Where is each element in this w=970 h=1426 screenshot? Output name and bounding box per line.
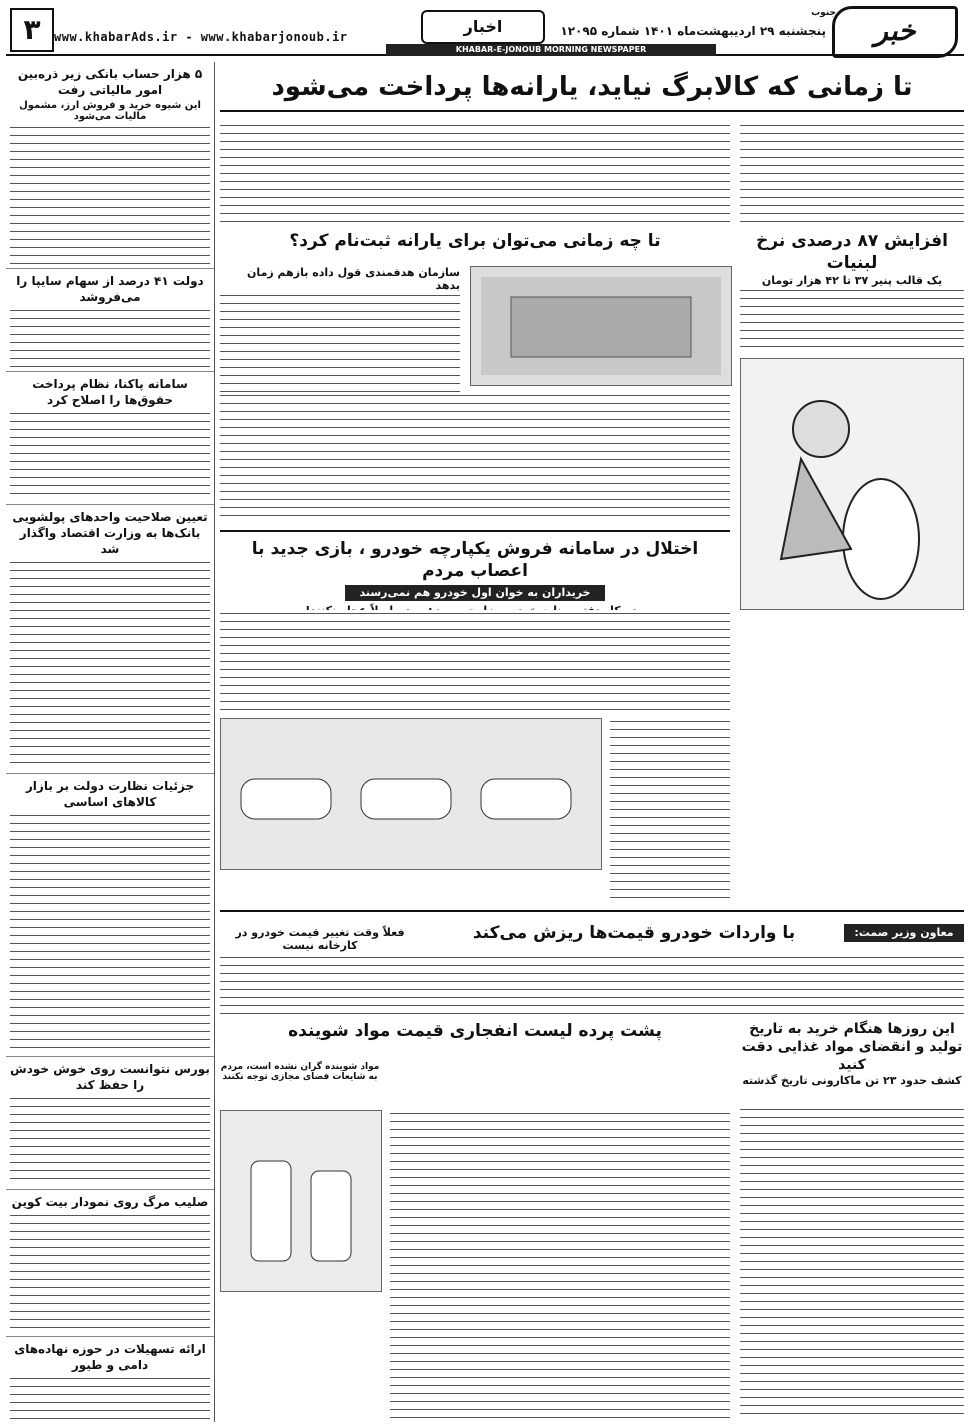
masthead — [6, 4, 964, 56]
banknotes-image — [470, 266, 732, 386]
food-text — [740, 1106, 964, 1416]
website-urls: www.khabarAds.ir - www.khabarjonoub.ir — [54, 30, 348, 44]
imports-title: با واردات خودرو قیمت‌ها ریزش می‌کند — [472, 923, 796, 943]
sidebar-article — [6, 1337, 214, 1422]
dairy-subtitle: یک قالب پنیر ۳۷ تا ۴۲ هزار تومان — [761, 274, 943, 287]
sidebar-article-title: ارائه تسهیلات در حوزه نهاده‌های دامی و طیور — [14, 1342, 206, 1372]
subsidy-subtitle: سازمان هدفمندی قول داده بازهم زمان بدهد — [247, 266, 460, 292]
article-text-lines — [220, 954, 964, 1014]
newspaper-logo-sub: جنوب — [811, 8, 836, 18]
detergent-subtitle: مواد شوینده گران نشده است، مردم به شایعات فضای مجازی توجه نکنند — [220, 1062, 380, 1082]
page-number: ۳ — [10, 8, 54, 52]
imports-article-head — [220, 918, 964, 950]
sidebar-article — [6, 1190, 214, 1337]
car-article-text — [220, 610, 730, 710]
dairy-title: افزایش ۸۷ درصدی نرخ لبنیات — [756, 231, 948, 273]
article-text-lines — [220, 610, 730, 710]
subsidy-question — [220, 230, 730, 260]
cars-icon — [221, 719, 601, 869]
article-text-lines — [740, 122, 964, 222]
imports-label: معاون وزیر صمت: — [844, 924, 964, 942]
sidebar-article — [6, 1057, 214, 1190]
newspaper-strip: KHABAR-E-JONOUB MORNING NEWSPAPER — [386, 44, 716, 56]
divider — [220, 910, 964, 912]
subsidy-side-text — [220, 266, 460, 384]
article-text-lines — [10, 410, 210, 500]
article-text-lines — [10, 1375, 210, 1422]
sidebar-article-title: سامانه پاکنا، نظام پرداخت حقوق‌ها را اصلاح کرد — [32, 377, 188, 407]
imports-text — [220, 954, 964, 1014]
detergent-image — [220, 1110, 382, 1292]
article-text-lines — [10, 307, 210, 367]
article-text-lines — [10, 559, 210, 769]
food-subtitle: کشف حدود ۲۳ تن ماکارونی تاریخ گذشته — [742, 1074, 962, 1087]
section-title: اخبار — [421, 10, 545, 44]
sidebar-article-subtitle: این شیوه خرید و فروش ارز، مشمول مالیات می‌شود — [19, 100, 201, 122]
cars-parking-image — [220, 718, 602, 870]
car-title: اختلال در سامانه فروش یکپارچه خودرو ، بازی جدید با اعصاب مردم — [251, 539, 699, 581]
article-text-lines — [10, 124, 210, 264]
article-text-lines — [220, 392, 730, 522]
car-banner: خریداران به خوان اول خودرو هم نمی‌رسند — [345, 585, 605, 601]
subsidy-body — [220, 392, 730, 522]
sidebar-article — [6, 774, 214, 1057]
lead-article-text — [740, 122, 964, 222]
article-text-lines — [10, 1212, 210, 1332]
sidebar-article-title: بورس نتوانست روی خوش خودش را حفظ کند — [10, 1062, 210, 1092]
cartoon-illustration-icon — [741, 359, 963, 609]
article-text-lines — [390, 1110, 730, 1420]
sidebar-article-title: ۵ هزار حساب بانکی زیر ذره‌بین امور مالیاتی رفت — [17, 67, 203, 97]
sidebar-news-column — [6, 62, 215, 1422]
sidebar-article — [6, 372, 214, 505]
detergent-article-head — [220, 1020, 730, 1060]
lead-article-body — [220, 122, 730, 222]
dairy-box — [740, 230, 964, 350]
newspaper-logo: خبر — [832, 6, 958, 58]
detergent-bottles-icon — [221, 1111, 381, 1291]
divider — [220, 530, 730, 532]
detergent-text — [390, 1110, 730, 1420]
sidebar-article-title: جزئیات نظارت دولت بر بازار کالاهای اساسی — [25, 779, 195, 809]
article-text-lines — [740, 287, 964, 347]
article-text-lines — [740, 1106, 964, 1416]
car-article-head — [220, 538, 730, 598]
sidebar-article — [6, 62, 214, 269]
article-text-lines — [220, 292, 460, 392]
sidebar-article — [6, 269, 214, 372]
issue-dateline: پنجشنبه ۲۹ اردیبهشت‌ماه ۱۴۰۱ شماره ۱۲۰۹۵ — [560, 24, 826, 38]
sidebar-article-title: صلیب مرگ روی نمودار بیت کوین — [11, 1195, 209, 1209]
detergent-title: پشت پرده لیست انفجاری قیمت مواد شوینده — [288, 1021, 662, 1041]
article-text-lines — [610, 718, 730, 898]
sidebar-article-title: دولت ۴۱ درصد از سهام سایپا را می‌فروشد — [16, 274, 204, 304]
car-side-text — [610, 718, 730, 898]
dairy-cartoon-image — [740, 358, 964, 610]
imports-subtitle: فعلاً وقت تغییر قیمت خودرو در کارخانه نیست — [235, 926, 405, 952]
subsidy-title: تا چه زمانی می‌توان برای یارانه ثبت‌نام کرد؟ — [289, 231, 661, 251]
detergent-sub-box — [220, 1062, 380, 1102]
article-text-lines — [10, 812, 210, 1052]
divider — [220, 110, 964, 112]
article-text-lines — [220, 122, 730, 222]
sidebar-article-title: تعیین صلاحیت واحدهای پولشویی بانک‌ها به وزارت اقتصاد واگذار شد — [12, 510, 208, 556]
lead-headline: تا زمانی که کالابرگ نیاید، یارانه‌ها پرداخت می‌شود — [271, 72, 913, 102]
banknotes-icon — [471, 267, 731, 385]
article-text-lines — [10, 1095, 210, 1185]
food-title: این روزها هنگام خرید به تاریخ تولید و انقضای مواد غذایی دقت کنید — [741, 1021, 963, 1073]
food-article-head — [740, 1020, 964, 1100]
sidebar-article — [6, 505, 214, 774]
